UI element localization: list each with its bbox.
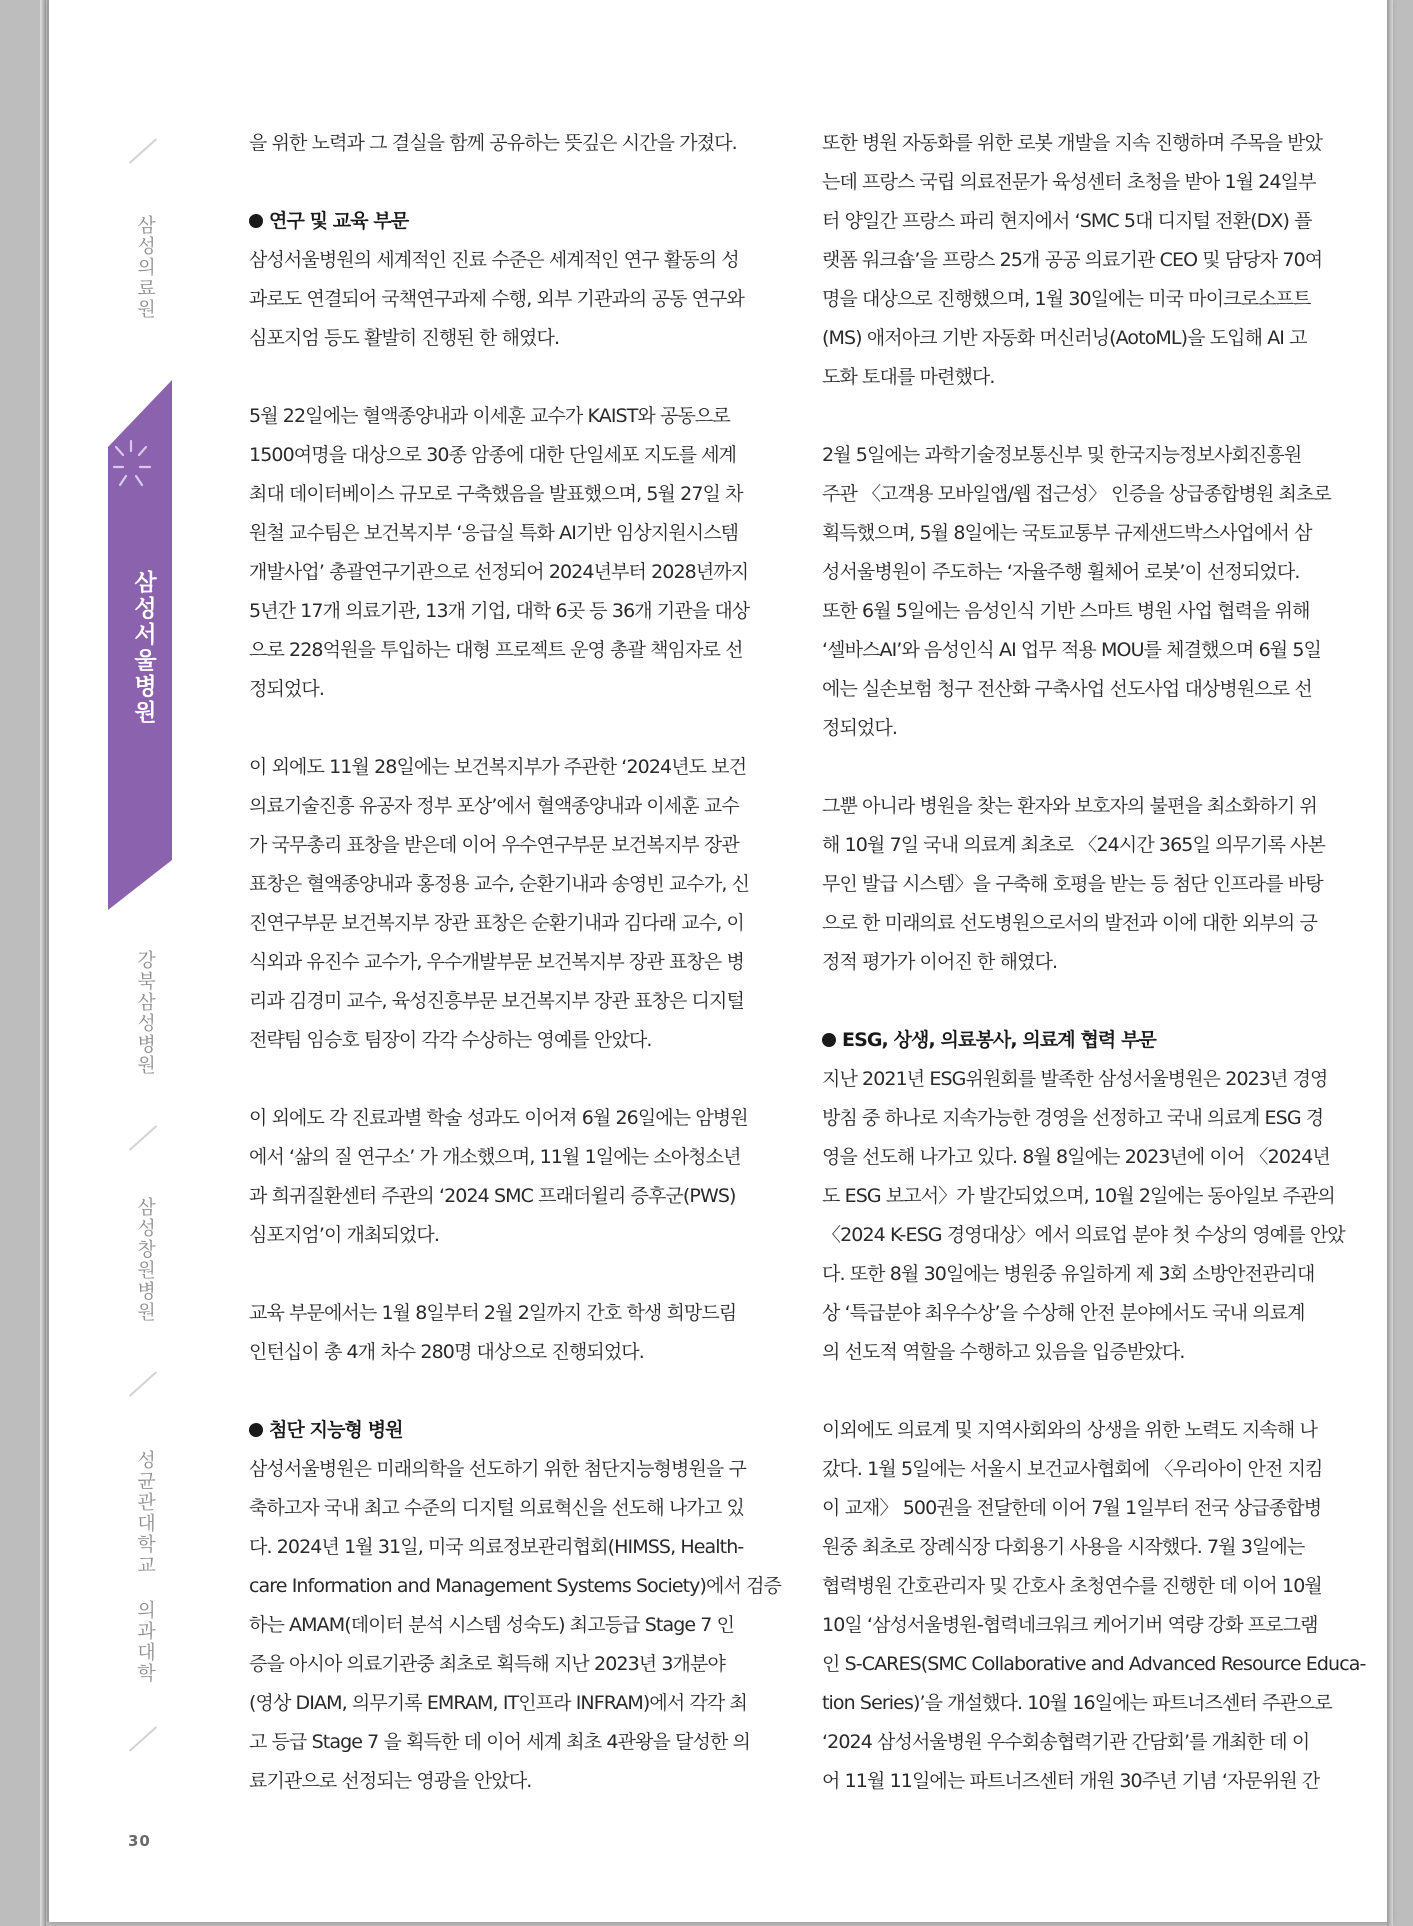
spark-icon [110,437,152,497]
text-line: 의 선도적 역할을 수행하고 있음을 입증받았다. [822,1341,1185,1363]
body-paragraph [822,1411,1366,1801]
section-heading [249,1411,751,1450]
text-line: 으로 한 미래의료 선도병원으로서의 발전과 이에 대한 외부의 긍 [822,912,1317,934]
paragraph-gap [822,748,1324,787]
text-line: 명을 대상으로 진행했으며, 1월 30일에는 미국 마이크로소프트 [822,288,1311,310]
text-line: 방침 중 하나로 지속가능한 경영을 선정하고 국내 의료계 ESG 경 [822,1107,1324,1129]
text-line: 주관 〈고객용 모바일앱/웹 접근성〉 인증을 상급종합병원 최초로 [822,483,1331,505]
text-line: 갔다. 1월 5일에는 서울시 보건교사협회에 〈우리아이 안전 지킴 [822,1458,1323,1480]
bullet-icon [249,1423,263,1437]
text-line: 획득했으며, 5월 8일에는 국토교통부 규제샌드박스사업에서 삼 [822,522,1312,544]
page-number: 30 [128,1832,151,1850]
paragraph-gap [249,1372,751,1411]
text-line: 도화 토대를 마련했다. [822,366,995,388]
text-line: 무인 발급 시스템〉을 구축해 호평을 받는 등 첨단 인프라를 바탕 [822,873,1323,895]
text-line: 하는 AMAM(데이터 분석 시스템 성숙도) 최고등급 Stage 7 인 [249,1614,735,1636]
body-paragraph [249,1294,751,1372]
text-line: 에는 실손보험 청구 전산화 구축사업 선도사업 대상병원으로 선 [822,678,1312,700]
body-paragraph [249,748,751,1060]
text-line: 삼성서울병원은 미래의학을 선도하기 위한 첨단지능형병원을 구 [249,1458,746,1480]
text-line: 랫폼 워크숍’을 프랑스 25개 공공 의료기관 CEO 및 담당자 70여 [822,249,1323,271]
text-line: 축하고자 국내 최고 수준의 디지털 의료혁신을 선도해 나가고 있 [249,1497,744,1519]
bullet-icon [822,1033,836,1047]
text-line: 협력병원 간호관리자 및 간호사 초청연수를 진행한 데 이어 10월 [822,1575,1322,1597]
body-paragraph [822,787,1324,982]
paragraph-gap [249,163,751,202]
right-text-column [822,124,1366,1801]
text-line: 또한 병원 자동화를 위한 로봇 개발을 지속 진행하며 주목을 받았 [822,132,1323,154]
text-line: 을 위한 노력과 그 결실을 함께 공유하는 뜻깊은 시간을 가졌다. [249,132,737,154]
text-line: 그뿐 아니라 병원을 찾는 환자와 보호자의 불편을 최소화하기 위 [822,795,1317,817]
text-line: 5년간 17개 의료기관, 13개 기업, 대학 6곳 등 36개 기관을 대상 [249,600,750,622]
text-line: 다. 또한 8월 30일에는 병원중 유일하게 제 3회 소방안전관리대 [822,1263,1315,1285]
text-line: (영상 DIAM, 의무기록 EMRAM, IT인프라 INFRAM)에서 각각 최 [249,1692,747,1714]
body-paragraph [249,1450,781,1801]
text-line: 도 ESG 보고서〉가 발간되었으며, 10월 2일에는 동아일보 주관의 [822,1185,1335,1207]
text-line: 어 11월 11일에는 파트너즈센터 개원 30주년 기념 ‘자문위원 간 [822,1770,1320,1792]
text-line: 고 등급 Stage 7 을 획득한 데 이어 세계 최초 4관왕을 달성한 의 [249,1731,750,1753]
sidebar-item-samsung-changwon-hospital[interactable]: 삼성창원병원 [134,1197,156,1323]
sidebar-item-kangbuk-samsung-hospital[interactable]: 강북삼성병원 [134,950,156,1076]
text-line: 10일 ‘삼성서울병원-협력네크워크 케어기버 역량 강화 프로그램 [822,1614,1318,1636]
paragraph-gap [249,358,751,397]
paragraph-gap [822,982,1324,1021]
text-line: ‘셀바스AI’와 음성인식 AI 업무 적용 MOU를 체결했으며 6월 5일 [822,639,1322,661]
text-line: 료기관으로 선정되는 영광을 안았다. [249,1770,532,1792]
paragraph-gap [822,397,1324,436]
sidebar-item-skku-medicine[interactable]: 성균관대학교 의과대학 [134,1450,156,1684]
body-paragraph [249,124,751,163]
text-line: 터 양일간 프랑스 파리 현지에서 ‘SMC 5대 디지털 전환(DX) 플 [822,210,1312,232]
text-line: 심포지엄’이 개최되었다. [249,1224,439,1246]
body-paragraph [822,124,1324,397]
left-text-column [249,124,781,1801]
text-line: 인 S-CARES(SMC Collaborative and Advanced Resource Educa- [822,1653,1366,1675]
sidebar-item-samsung-seoul-hospital[interactable]: 삼성서울병원 [130,570,156,726]
text-line: (MS) 애저아크 기반 자동화 머신러닝(AotoML)을 도입해 AI 고 [822,327,1307,349]
text-line: 심포지엄 등도 활발히 진행된 한 해였다. [249,327,560,349]
text-line: 정되었다. [249,678,324,700]
section-heading [822,1021,1324,1060]
text-line: 진연구부문 보건복지부 장관 표창은 순환기내과 김다래 교수, 이 [249,912,744,934]
text-line: 이 교재〉 500권을 전달한데 이어 7월 1일부터 전국 상급종합병 [822,1497,1322,1519]
text-line: 식외과 유진수 교수가, 우수개발부문 보건복지부 장관 표창은 병 [249,951,744,973]
text-line: 의료기술진흥 유공자 정부 포상’에서 혈액종양내과 이세훈 교수 [249,795,739,817]
text-line: 이 외에도 11월 28일에는 보건복지부가 주관한 ‘2024년도 보건 [249,756,747,778]
text-line: 또한 6월 5일에는 음성인식 기반 스마트 병원 사업 협력을 위해 [822,600,1310,622]
text-line: 영을 선도해 나가고 있다. 8월 8일에는 2023년에 이어 〈2024년 [822,1146,1330,1168]
body-paragraph [249,241,751,358]
text-line: 교육 부문에서는 1월 8일부터 2월 2일까지 간호 학생 희망드림 [249,1302,737,1324]
text-line: 원철 교수팀은 보건복지부 ‘응급실 특화 AI기반 임상지원시스템 [249,522,739,544]
paragraph-gap [822,1372,1324,1411]
text-line: 으로 228억원을 투입하는 대형 프로젝트 운영 총괄 책임자로 선 [249,639,743,661]
text-line: 5월 22일에는 혈액종양내과 이세훈 교수가 KAIST와 공동으로 [249,405,730,427]
text-line: 이 외에도 각 진료과별 학술 성과도 이어져 6월 26일에는 암병원 [249,1107,748,1129]
body-paragraph [249,397,751,709]
text-line: 전략팀 임승호 팀장이 각각 수상하는 영예를 안았다. [249,1029,652,1051]
text-line: 다. 2024년 1월 31일, 미국 의료정보관리협회(HIMSS, Health- [249,1536,744,1558]
paragraph-gap [249,709,751,748]
text-line: 상 ‘특급분야 최우수상’을 수상해 안전 분야에서도 국내 의료계 [822,1302,1305,1324]
text-line: 에서 ‘삶의 질 연구소’ 가 개소했으며, 11월 1일에는 소아청소년 [249,1146,741,1168]
text-line: 최대 데이터베이스 규모로 구축했음을 발표했으며, 5월 27일 차 [249,483,743,505]
text-line: 는데 프랑스 국립 의료전문가 육성센터 초청을 받아 1월 24일부 [822,171,1316,193]
text-line: 개발사업’ 총괄연구기관으로 선정되어 2024년부터 2028년까지 [249,561,749,583]
text-line: 1500여명을 대상으로 30종 암종에 대한 단일세포 지도를 세계 [249,444,737,466]
paragraph-gap [249,1060,751,1099]
text-line: 정되었다. [822,717,897,739]
text-line: 해 10월 7일 국내 의료계 최초로 〈24시간 365일 의무기록 사본 [822,834,1325,856]
text-line: care Information and Management Systems Society)에서 검증 [249,1575,781,1597]
text-line: 〈2024 K-ESG 경영대상〉에서 의료업 분야 첫 수상의 영예를 안았 [822,1224,1345,1246]
body-paragraph [822,1060,1345,1372]
text-line: 과로도 연결되어 국책연구과제 수행, 외부 기관과의 공동 연구와 [249,288,744,310]
section-heading-text: 첨단 지능형 병원 [269,1419,403,1441]
sidebar-item-samsung-medical-center[interactable]: 삼성의료원 [134,215,156,320]
page-edge-left [40,0,46,1926]
text-line: 인턴십이 총 4개 차수 280명 대상으로 진행되었다. [249,1341,644,1363]
text-line: 증을 아시아 의료기관중 최초로 획득해 지난 2023년 3개분야 [249,1653,725,1675]
text-line: tion Series)’을 개설했다. 10월 16일에는 파트너즈센터 주관으로 [822,1692,1332,1714]
text-line: 삼성서울병원의 세계적인 진료 수준은 세계적인 연구 활동의 성 [249,249,739,271]
bullet-icon [249,214,263,228]
text-line: 이외에도 의료계 및 지역사회와의 상생을 위한 노력도 지속해 나 [822,1419,1317,1441]
body-paragraph [249,1099,751,1255]
text-line: 정적 평가가 이어진 한 해였다. [822,951,1058,973]
text-line: 2월 5일에는 과학기술정보통신부 및 한국지능정보사회진흥원 [822,444,1302,466]
section-heading-text: ESG, 상생, 의료봉사, 의료계 협력 부문 [842,1029,1156,1051]
text-line: 표창은 혈액종양내과 홍정용 교수, 순환기내과 송영빈 교수가, 신 [249,873,750,895]
text-line: 성서울병원이 주도하는 ‘자율주행 휠체어 로봇’이 선정되었다. [822,561,1300,583]
section-heading [249,202,751,241]
text-line: 원중 최초로 장례식장 다회용기 사용을 시작했다. 7월 3일에는 [822,1536,1305,1558]
section-heading-text: 연구 및 교육 부문 [269,210,409,232]
text-line: ‘2024 삼성서울병원 우수회송협력기관 간담회’를 개최한 데 이 [822,1731,1310,1753]
text-line: 지난 2021년 ESG위원회를 발족한 삼성서울병원은 2023년 경영 [822,1068,1328,1090]
page-edge-right [1387,0,1393,1926]
text-line: 과 희귀질환센터 주관의 ‘2024 SMC 프래더윌리 증후군(PWS) [249,1185,736,1207]
paragraph-gap [249,1255,751,1294]
text-line: 가 국무총리 표창을 받은데 이어 우수연구부문 보건복지부 장관 [249,834,739,856]
text-line: 리과 김경미 교수, 육성진흥부문 보건복지부 장관 표창은 디지털 [249,990,744,1012]
body-paragraph [822,436,1331,748]
